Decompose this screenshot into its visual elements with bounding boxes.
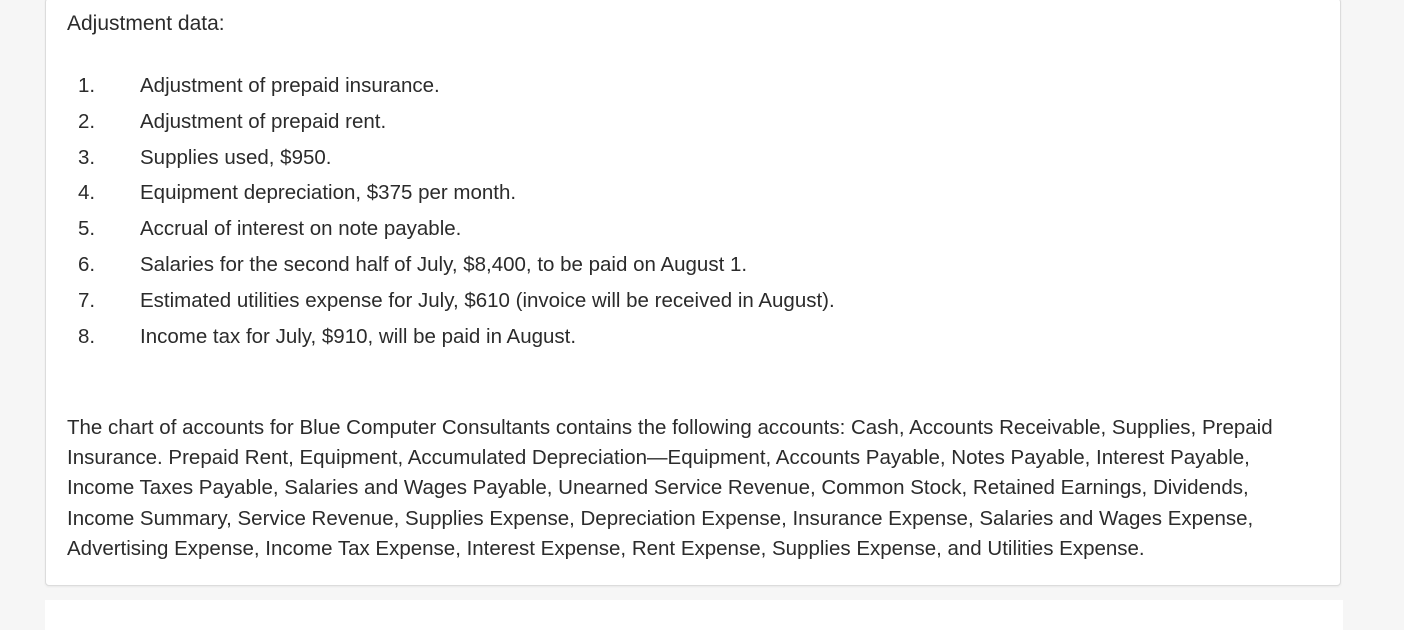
list-item xyxy=(67,250,1267,286)
item-number: 4. xyxy=(78,181,96,205)
next-card xyxy=(45,600,1343,630)
list-item xyxy=(67,322,1267,358)
chart-of-accounts-paragraph: The chart of accounts for Blue Computer Consultants contains the following accounts: Cash, Accounts Receivable, Supplies, Prepaid Insurance. Prepaid Rent, Equipment, Accumulated Depreciation—Equipment, Accounts Payable, Notes Payable, Interest Payable, Income Taxes Payable, Salaries and Wages Payable, Unearned Service Revenue, Common Stock, Retained Earnings, Dividends, Income Summary, Service Revenue, Supplies Expense, Depreciation Expense, Insurance Expense, Salaries and Wages Expense, Advertising Expense, Income Tax Expense, Interest Expense, Rent Expense, Supplies Expense, and Utilities Expense. xyxy=(67,416,1273,560)
list-item xyxy=(67,178,1267,214)
content-card xyxy=(45,0,1341,586)
item-text: Salaries for the second half of July, $8,400, to be paid on August 1. xyxy=(140,252,748,276)
item-text: Supplies used, $950. xyxy=(140,145,332,169)
item-number: 7. xyxy=(78,288,96,312)
list-item xyxy=(67,214,1267,250)
adjustment-list xyxy=(67,71,1267,357)
item-text: Equipment depreciation, $375 per month. xyxy=(140,181,517,205)
item-number: 8. xyxy=(78,324,96,348)
item-text: Estimated utilities expense for July, $610 (invoice will be received in August). xyxy=(140,288,835,312)
item-text: Adjustment of prepaid rent. xyxy=(140,109,387,133)
item-number: 3. xyxy=(78,145,96,169)
item-number: 1. xyxy=(78,74,96,97)
list-item xyxy=(67,107,1267,143)
list-item xyxy=(67,143,1267,179)
item-text: Adjustment of prepaid insurance. xyxy=(140,74,440,97)
item-text: Accrual of interest on note payable. xyxy=(140,217,462,241)
item-number: 5. xyxy=(78,217,96,241)
adjustment-heading: Adjustment data: xyxy=(67,12,225,35)
list-item xyxy=(67,71,1267,107)
item-text: Income tax for July, $910, will be paid in August. xyxy=(140,324,577,348)
item-number: 6. xyxy=(78,252,96,276)
item-number: 2. xyxy=(78,109,96,133)
list-item xyxy=(67,286,1267,322)
